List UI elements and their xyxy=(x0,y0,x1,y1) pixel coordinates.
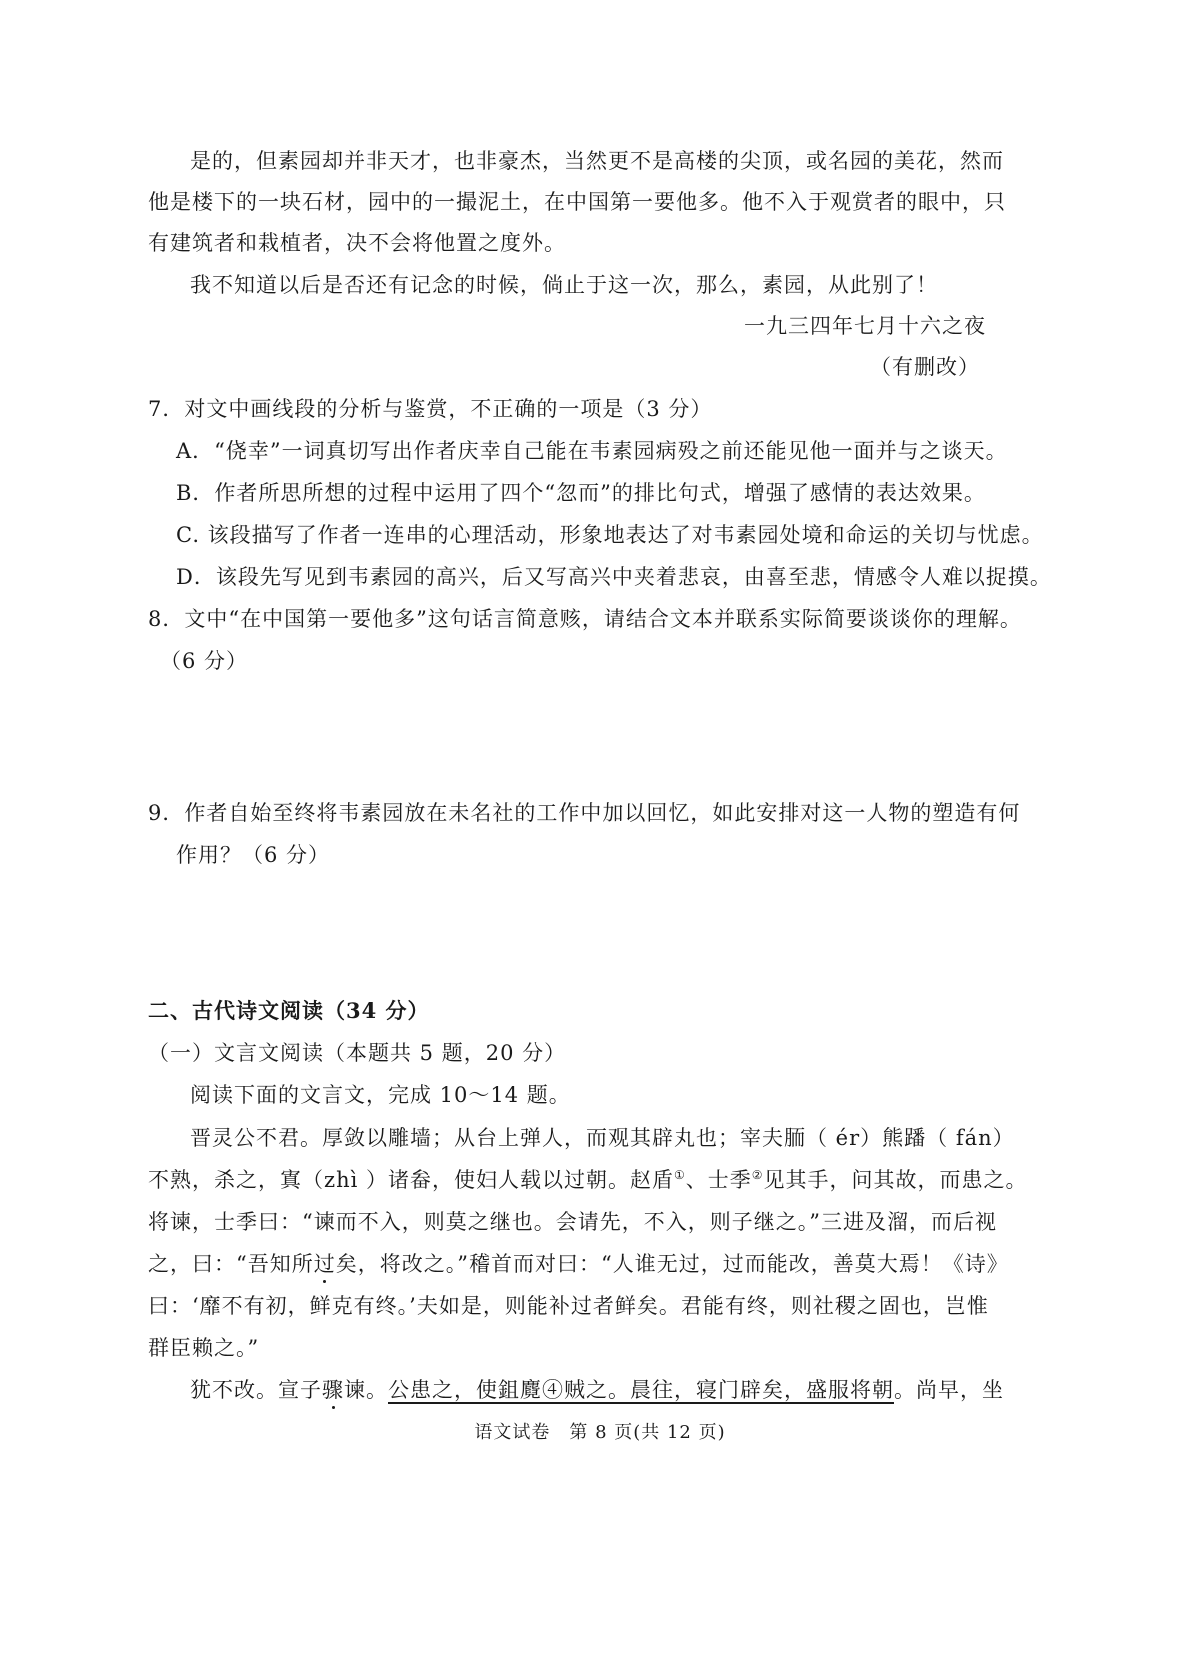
q7-option-a: A．“侥幸”一词真切写出作者庆幸自己能在韦素园病殁之前还能见他一面并与之谈天。 xyxy=(176,439,1008,463)
section2-sub-heading: （一）文言文阅读（本题共 5 题，20 分） xyxy=(148,1041,567,1065)
classical-line6: 群臣赖之。” xyxy=(148,1336,260,1360)
essay-source-note: （有删改） xyxy=(870,355,980,379)
classical-line4: 之，曰：“吾知所过矣，将改之。”稽首而对曰：“人谁无过，过而能改，善莫大焉！《诗》 xyxy=(148,1252,1009,1276)
page-footer: 语文试卷 第 8 页(共 12 页) xyxy=(474,1422,726,1443)
classical-line7: 犹不改。宣子骤谏。公患之，使鉏麑④贼之。晨往，寝门辟矣，盛服将朝。尚早，坐 xyxy=(190,1378,1004,1402)
classical-line1: 晋灵公不君。厚敛以雕墙；从台上弹人，而观其辟丸也；宰夫胹（ ér）熊蹯（ fán） xyxy=(190,1126,1015,1150)
section2-heading: 二、古代诗文阅读（34 分） xyxy=(148,998,430,1023)
essay-p1-line2: 他是楼下的一块石材，园中的一撮泥土，在中国第一要他多。他不入于观赏者的眼中，只 xyxy=(148,190,1006,214)
classical-line3: 将谏，士季曰：“谏而不入，则莫之继也。会请先，不入，则子继之。”三进及溜，而后视 xyxy=(148,1210,997,1234)
underlined-sentence: 公患之，使鉏麑④贼之。晨往，寝门辟矣，盛服将朝 xyxy=(388,1378,894,1402)
footnote-mark-1: ① xyxy=(673,1168,686,1182)
q7-option-c: C. 该段描写了作者一连串的心理活动，形象地表达了对韦素园处境和命运的关切与忧虑。 xyxy=(176,523,1044,547)
classical-line2: 不熟，杀之，寘（zhì ）诸畚，使妇人载以过朝。赵盾①、士季②见其手，问其故，而患之。 xyxy=(148,1168,1028,1192)
q7-stem: 7．对文中画线段的分析与鉴赏，不正确的一项是（3 分） xyxy=(148,397,713,421)
q9-line1: 9．作者自始至终将韦素园放在未名社的工作中加以回忆，如此安排对这一人物的塑造有何 xyxy=(148,801,1021,825)
essay-p1-line1: 是的，但素园却并非天才，也非豪杰，当然更不是高楼的尖顶，或名园的美花，然而 xyxy=(190,149,1004,173)
essay-p2: 我不知道以后是否还有记念的时候，倘止于这一次，那么，素园，从此别了！ xyxy=(190,273,938,297)
section2-instruction: 阅读下面的文言文，完成 10～14 题。 xyxy=(190,1083,571,1107)
classical-line5: 曰：‘靡不有初，鲜克有终。’夫如是，则能补过者鲜矣。君能有终，则社稷之固也，岂惟 xyxy=(148,1294,989,1318)
essay-p1-line3: 有建筑者和栽植者，决不会将他置之度外。 xyxy=(148,231,566,255)
emphasis-dot-zhou: 骤 xyxy=(322,1378,344,1402)
essay-date: 一九三四年七月十六之夜 xyxy=(744,314,986,338)
q9-line2: 作用？（6 分） xyxy=(176,843,331,867)
q7-option-d: D．该段先写见到韦素园的高兴，后又写高兴中夹着悲哀，由喜至悲，情感令人难以捉摸。 xyxy=(176,565,1052,589)
q7-option-b: B．作者所思所想的过程中运用了四个“忽而”的排比句式，增强了感情的表达效果。 xyxy=(176,481,986,505)
footnote-mark-2: ② xyxy=(751,1168,764,1182)
emphasis-dot-guo: 过 xyxy=(313,1252,336,1276)
q8-line1: 8．文中“在中国第一要他多”这句话言简意赅，请结合文本并联系实际简要谈谈你的理解。 xyxy=(148,607,1022,631)
q8-line2: （6 分） xyxy=(160,649,249,673)
